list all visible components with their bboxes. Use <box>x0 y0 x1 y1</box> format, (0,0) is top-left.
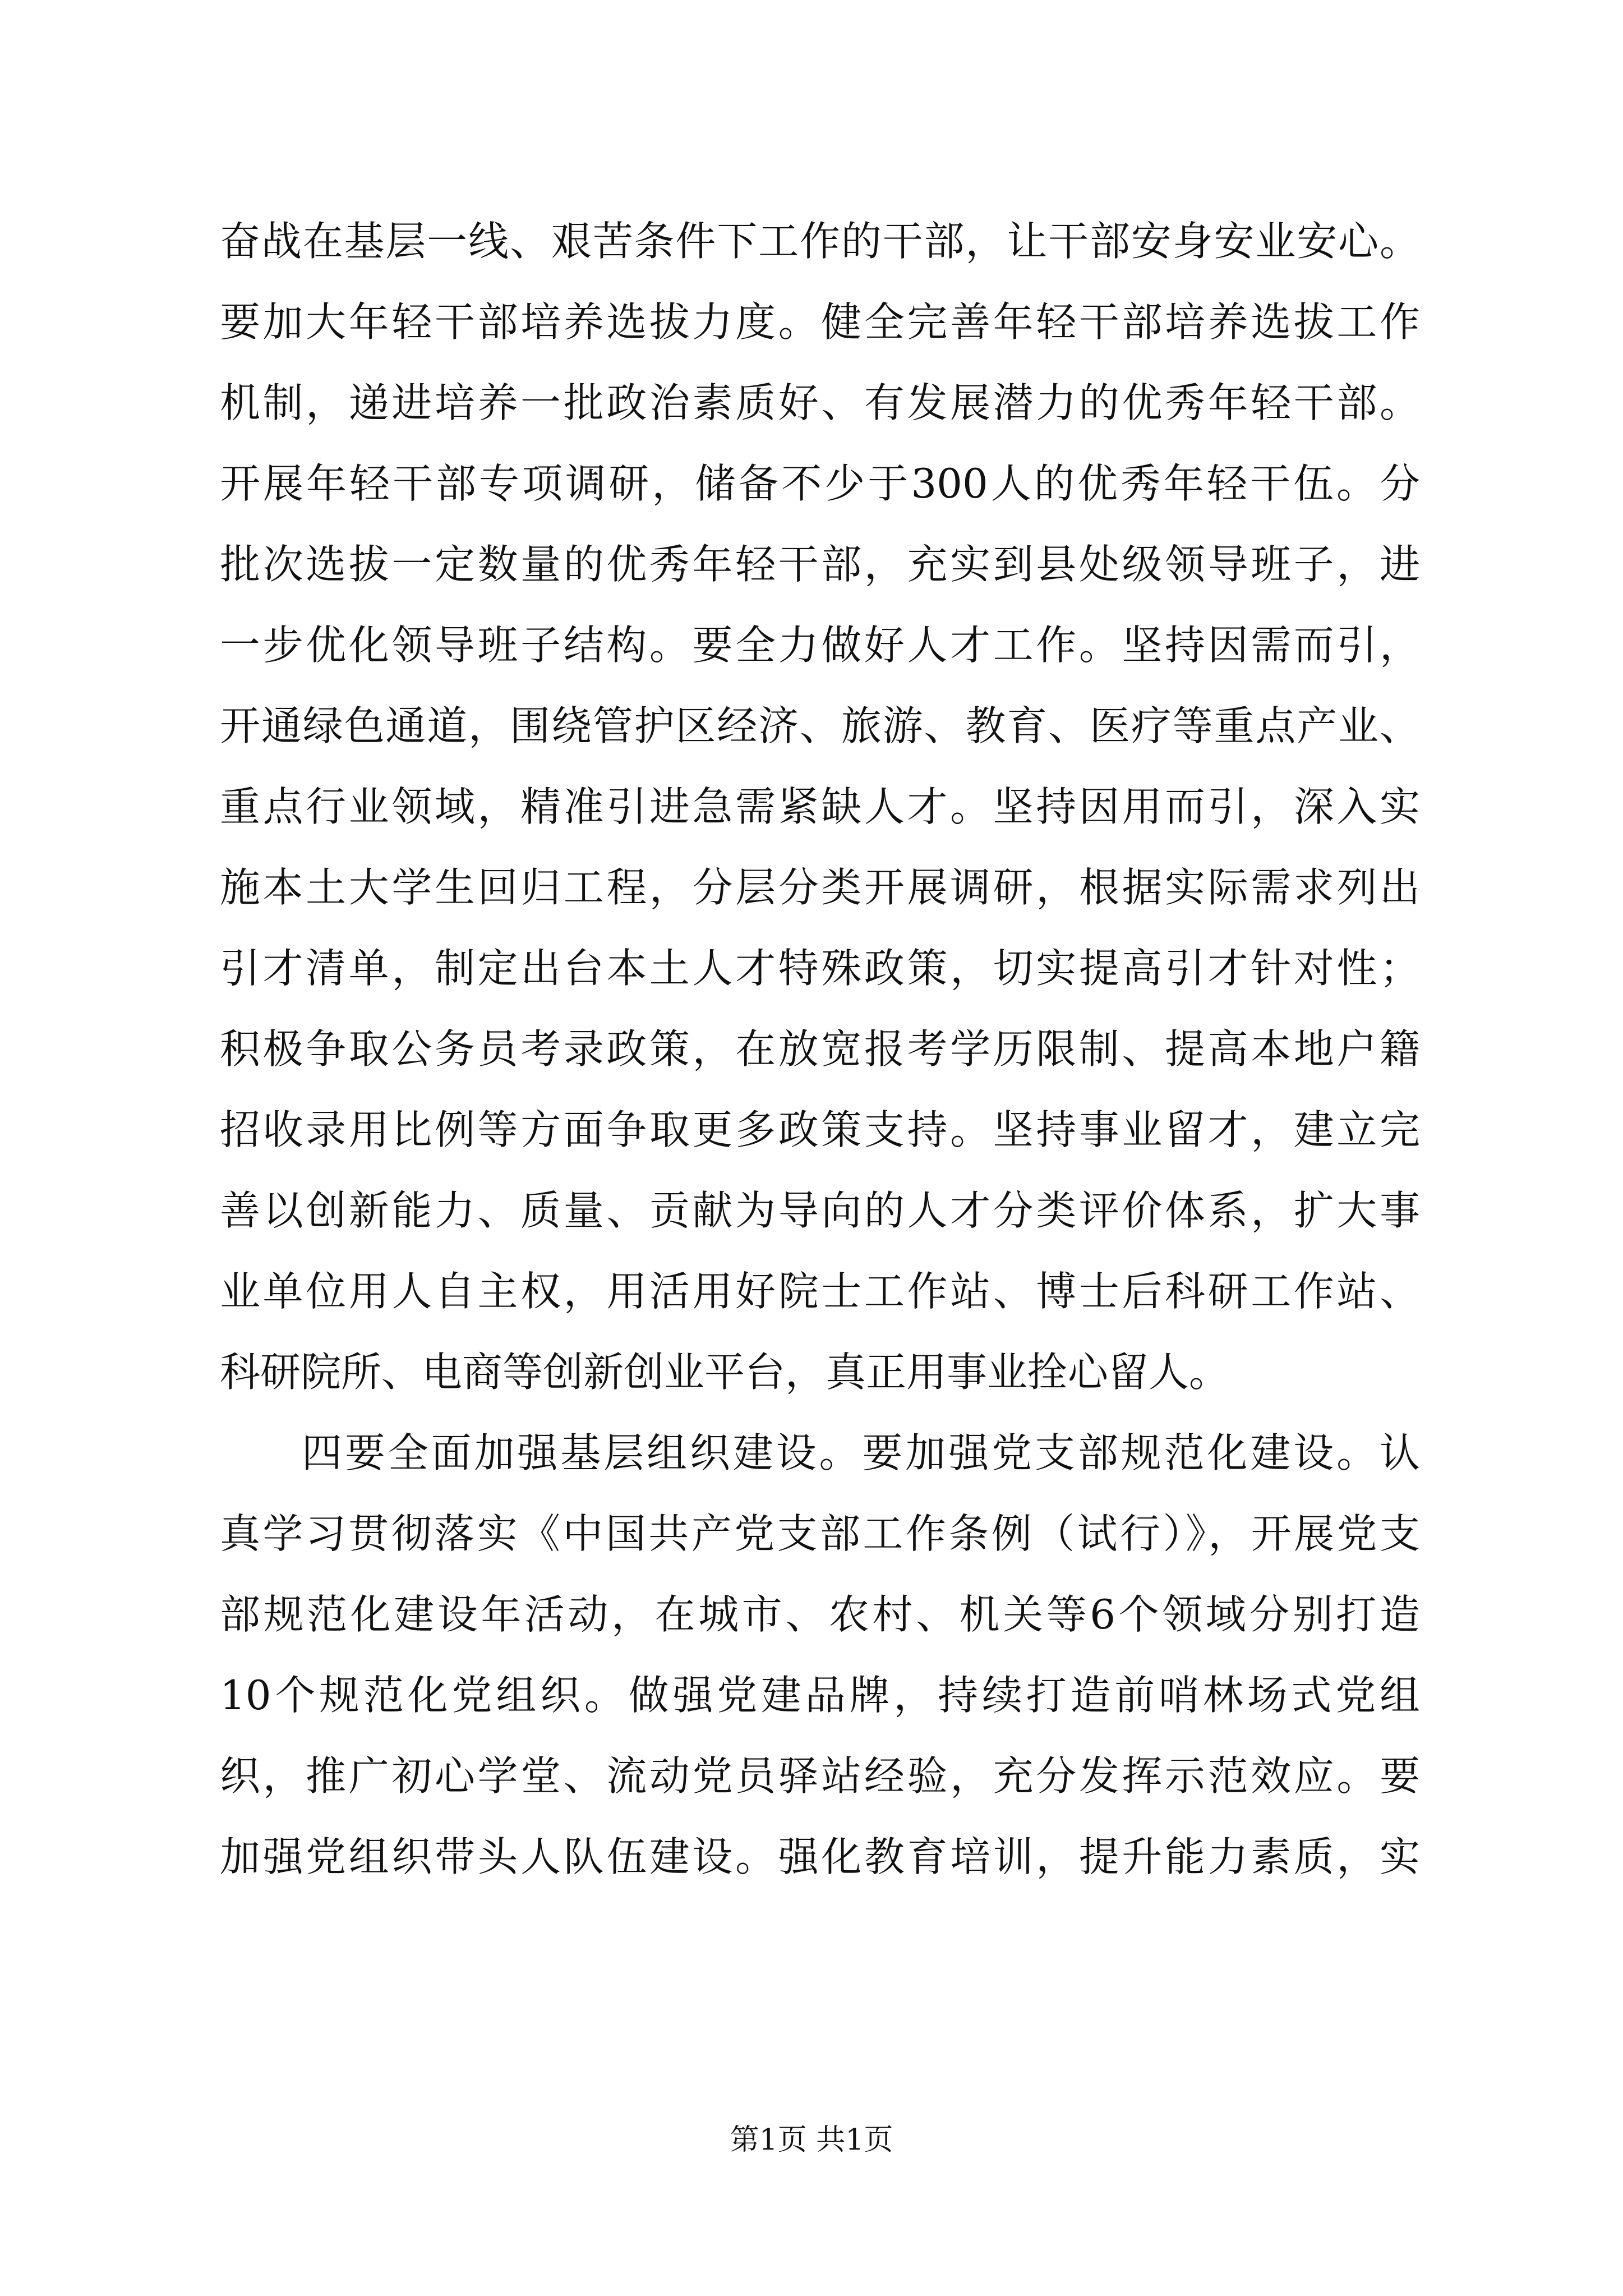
page-footer: 第1页 共1页 <box>730 2123 893 2157</box>
text-line: 施本土大学生回归工程，分层分类开展调研，根据实际需求列出 <box>220 864 1420 911</box>
text-line: 开展年轻干部专项调研，储备不少于300人的优秀年轻干伍。分 <box>220 460 1420 507</box>
text-line: 批次选拔一定数量的优秀年轻干部，充实到县处级领导班子，进 <box>220 541 1420 588</box>
text-line: 奋战在基层一线、艰苦条件下工作的干部，让干部安身安业安心。 <box>220 218 1420 265</box>
text-line: 业单位用人自主权，用活用好院士工作站、博士后科研工作站、 <box>220 1268 1420 1315</box>
text-line: 引才清单，制定出台本土人才特殊政策，切实提高引才针对性； <box>220 945 1420 992</box>
text-line: 要加大年轻干部培养选拔力度。健全完善年轻干部培养选拔工作 <box>220 298 1420 346</box>
text-line: 积极争取公务员考录政策，在放宽报考学历限制、提高本地户籍 <box>220 1025 1420 1073</box>
paragraph-first-line: 四要全面加强基层组织建设。要加强党支部规范化建设。认 <box>302 1429 1420 1476</box>
text-line: 机制，递进培养一批政治素质好、有发展潜力的优秀年轻干部。 <box>220 379 1420 426</box>
paragraph-end-line: 科研院所、电商等创新创业平台，真正用事业拴心留人。 <box>220 1349 1230 1396</box>
text-line: 加强党组织带头人队伍建设。强化教育培训，提升能力素质，实 <box>220 1833 1420 1880</box>
text-line: 重点行业领域，精准引进急需紧缺人才。坚持因用而引，深入实 <box>220 783 1420 830</box>
text-line: 一步优化领导班子结构。要全力做好人才工作。坚持因需而引， <box>220 622 1420 669</box>
text-line: 部规范化建设年活动，在城市、农村、机关等6个领域分别打造 <box>220 1591 1420 1638</box>
text-line: 开通绿色通道，围绕管护区经济、旅游、教育、医疗等重点产业、 <box>220 702 1420 749</box>
text-line: 10个规范化党组织。做强党建品牌，持续打造前哨林场式党组 <box>220 1672 1420 1719</box>
text-line: 真学习贯彻落实《中国共产党支部工作条例（试行）》，开展党支 <box>220 1510 1420 1557</box>
text-line: 织，推广初心学堂、流动党员驿站经验，充分发挥示范效应。要 <box>220 1752 1420 1800</box>
text-line: 招收录用比例等方面争取更多政策支持。坚持事业留才，建立完 <box>220 1106 1420 1153</box>
text-line: 善以创新能力、质量、贡献为导向的人才分类评价体系，扩大事 <box>220 1187 1420 1234</box>
